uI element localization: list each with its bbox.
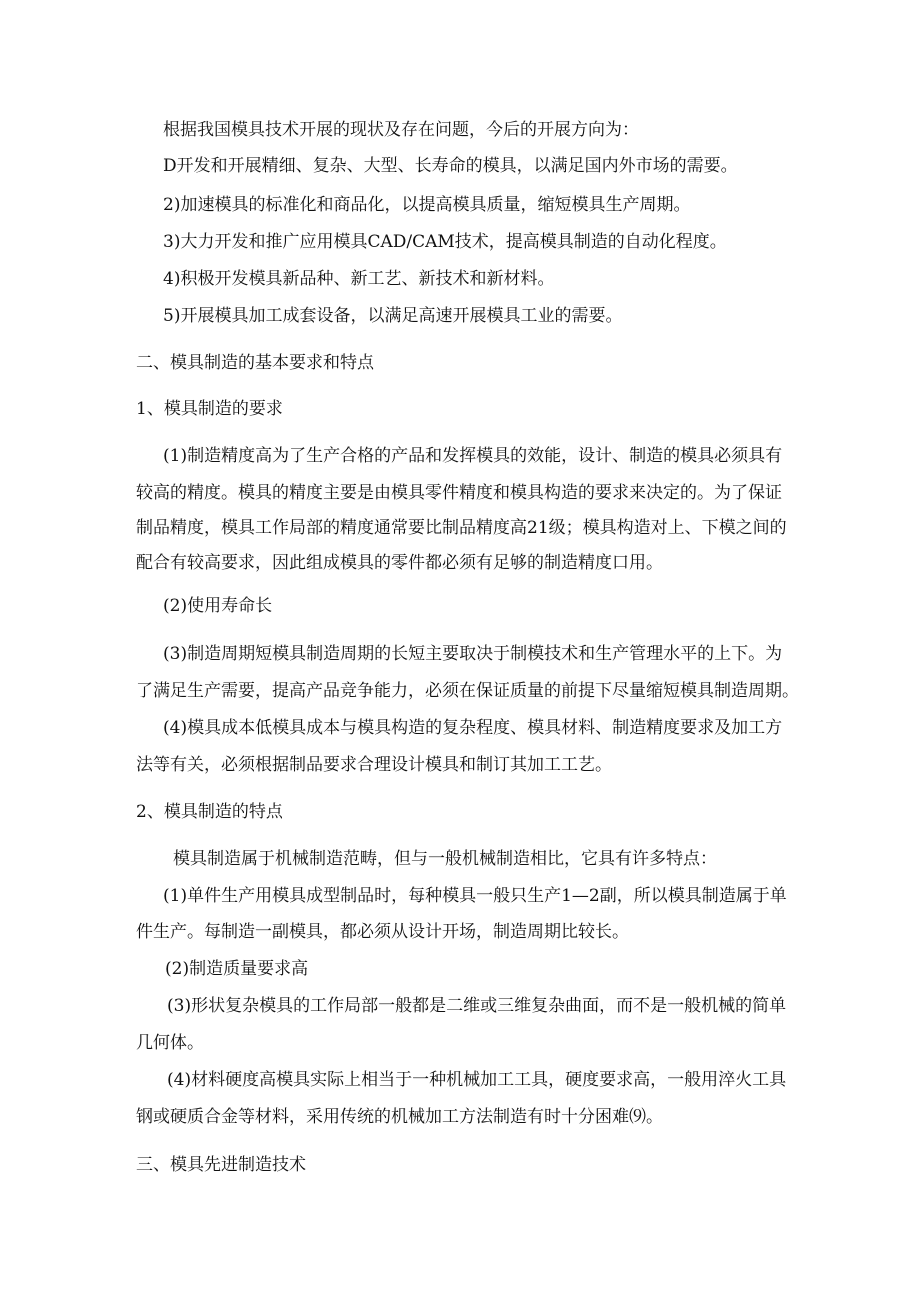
- text-line: 法等有关，必须根据制品要求合理设计模具和制订其加工工艺。: [136, 755, 612, 775]
- text-line: 较高的精度。模具的精度主要是由模具零件精度和模具构造的要求来决定的。为了保证: [136, 483, 782, 503]
- text-line: 5)开展模具加工成套设备，以满足高速开展模具工业的需要。: [163, 306, 623, 326]
- text-line: 4)积极开发模具新品种、新工艺、新技术和新材料。: [163, 269, 555, 289]
- text-line: (2)使用寿命长: [163, 596, 273, 616]
- text-line: 根据我国模具技术开展的现状及存在问题，今后的开展方向为：: [163, 120, 639, 140]
- text-line: 3)大力开发和推广应用模具CAD/CAM技术，提高模具制造的自动化程度。: [163, 232, 727, 252]
- text-line: 钢或硬质合金等材料，采用传统的机械加工方法制造有时十分困难⑼。: [136, 1107, 663, 1127]
- text-line: 几何体。: [136, 1033, 204, 1053]
- subsection-heading: 2、模具制造的特点: [136, 802, 283, 822]
- text-line: D开发和开展精细、复杂、大型、长寿命的模具，以满足国内外市场的需要。: [163, 156, 738, 176]
- text-line: 2)加速模具的标准化和商品化，以提高模具质量，缩短模具生产周期。: [163, 195, 691, 215]
- text-line: 模具制造属于机械制造范畴，但与一般机械制造相比，它具有许多特点：: [173, 849, 717, 869]
- text-line: 了满足生产需要，提高产品竞争能力，必须在保证质量的前提下尽量缩短模具制造周期。: [136, 681, 799, 701]
- text-line: (4)材料硬度高模具实际上相当于一种机械加工工具，硬度要求高，一般用淬火工具: [167, 1070, 787, 1090]
- text-line: (2)制造质量要求高: [165, 959, 309, 979]
- section-heading: 二、模具制造的基本要求和特点: [136, 353, 374, 373]
- subsection-heading: 1、模具制造的要求: [136, 399, 283, 419]
- text-line: (3)形状复杂模具的工作局部一般都是二维或三维复杂曲面，而不是一般机械的简单: [167, 996, 787, 1016]
- text-line: 件生产。每制造一副模具，都必须从设计开场，制造周期比较长。: [136, 922, 629, 942]
- text-line: (3)制造周期短模具制造周期的长短主要取决于制模技术和生产管理水平的上下。为: [163, 644, 783, 664]
- text-line: 配合有较高要求，因此组成模具的零件都必须有足够的制造精度口用。: [136, 553, 663, 573]
- text-line: 制品精度，模具工作局部的精度通常要比制品精度高21级；模具构造对上、下模之间的: [136, 518, 787, 538]
- text-line: (4)模具成本低模具成本与模具构造的复杂程度、模具材料、制造精度要求及加工方: [163, 718, 783, 738]
- section-heading: 三、模具先进制造技术: [136, 1155, 306, 1175]
- text-line: (1)制造精度高为了生产合格的产品和发挥模具的效能，设计、制造的模具必须具有: [163, 446, 783, 466]
- text-line: (1)单件生产用模具成型制品时，每种模具一般只生产1—2副，所以模具制造属于单: [163, 886, 787, 906]
